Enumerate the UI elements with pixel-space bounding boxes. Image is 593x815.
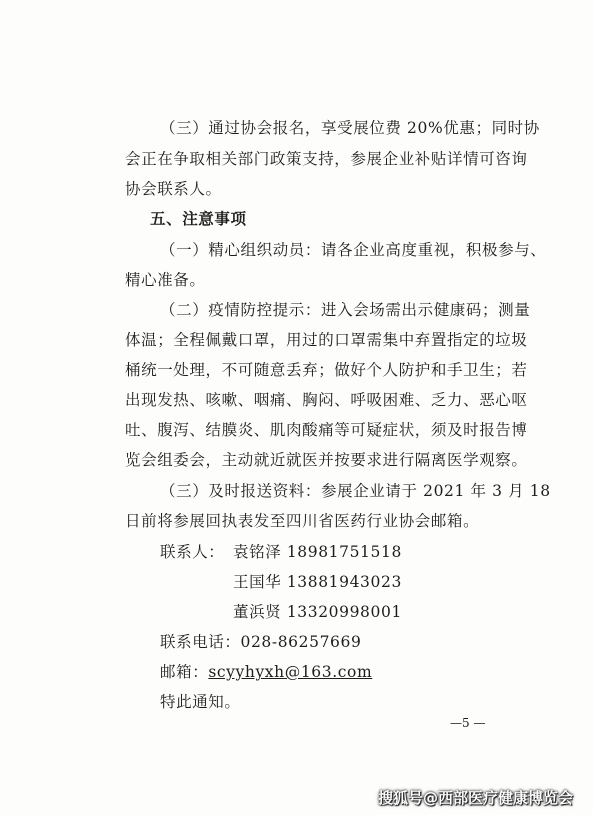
email-link[interactable]: scyyhyxh@163.com	[208, 663, 373, 681]
contact-person: 袁铭泽 18981751518	[233, 543, 402, 561]
closing-text: 特此通知。	[160, 693, 241, 711]
contact-phone: 联系电话：028-86257669	[160, 633, 362, 651]
paragraph-line: 览会组委会，主动就近就医并按要求进行隔离医学观察。	[125, 451, 528, 469]
contact-person: 董浜贤 13320998001	[233, 603, 402, 621]
paragraph-line: 协会联系人。	[125, 180, 222, 198]
paragraph-line: 会正在争取相关部门政策支持，参展企业补贴详情可咨询	[125, 150, 528, 168]
paragraph-line: 吐、腹泻、结膜炎、肌肉酸痛等可疑症状，须及时报告博	[125, 421, 528, 439]
paragraph-line: 出现发热、咳嗽、咽痛、胸闷、呼吸困难、乏力、恶心呕	[125, 391, 528, 409]
email-label: 邮箱：	[160, 663, 209, 681]
section-heading: 五、注意事项	[150, 210, 247, 228]
watermark-text: 搜狐号@西部医疗健康博览会	[378, 789, 574, 807]
page-number: —5 —	[450, 716, 486, 730]
contact-email-row	[160, 660, 372, 682]
paragraph-line: （三）及时报送资料：参展企业请于 2021 年 3 月 18	[160, 482, 551, 500]
paragraph-line: （三）通过协会报名，享受展位费 20%优惠；同时协	[160, 119, 540, 137]
contact-label: 联系人：	[160, 543, 225, 561]
paragraph-line: 桶统一处理，不可随意丢弃；做好个人防护和手卫生；若	[125, 361, 528, 379]
paragraph-line: （一）精心组织动员：请各企业高度重视，积极参与、	[160, 241, 547, 259]
paragraph-line: 精心准备。	[125, 271, 206, 289]
paragraph-line: 日前将参展回执表发至四川省医药行业协会邮箱。	[125, 512, 480, 530]
contact-person: 王国华 13881943023	[233, 573, 402, 591]
paragraph-line: （二）疫情防控提示：进入会场需出示健康码；测量	[160, 301, 531, 319]
paragraph-line: 体温；全程佩戴口罩，用过的口罩需集中弃置指定的垃圾	[125, 331, 528, 349]
